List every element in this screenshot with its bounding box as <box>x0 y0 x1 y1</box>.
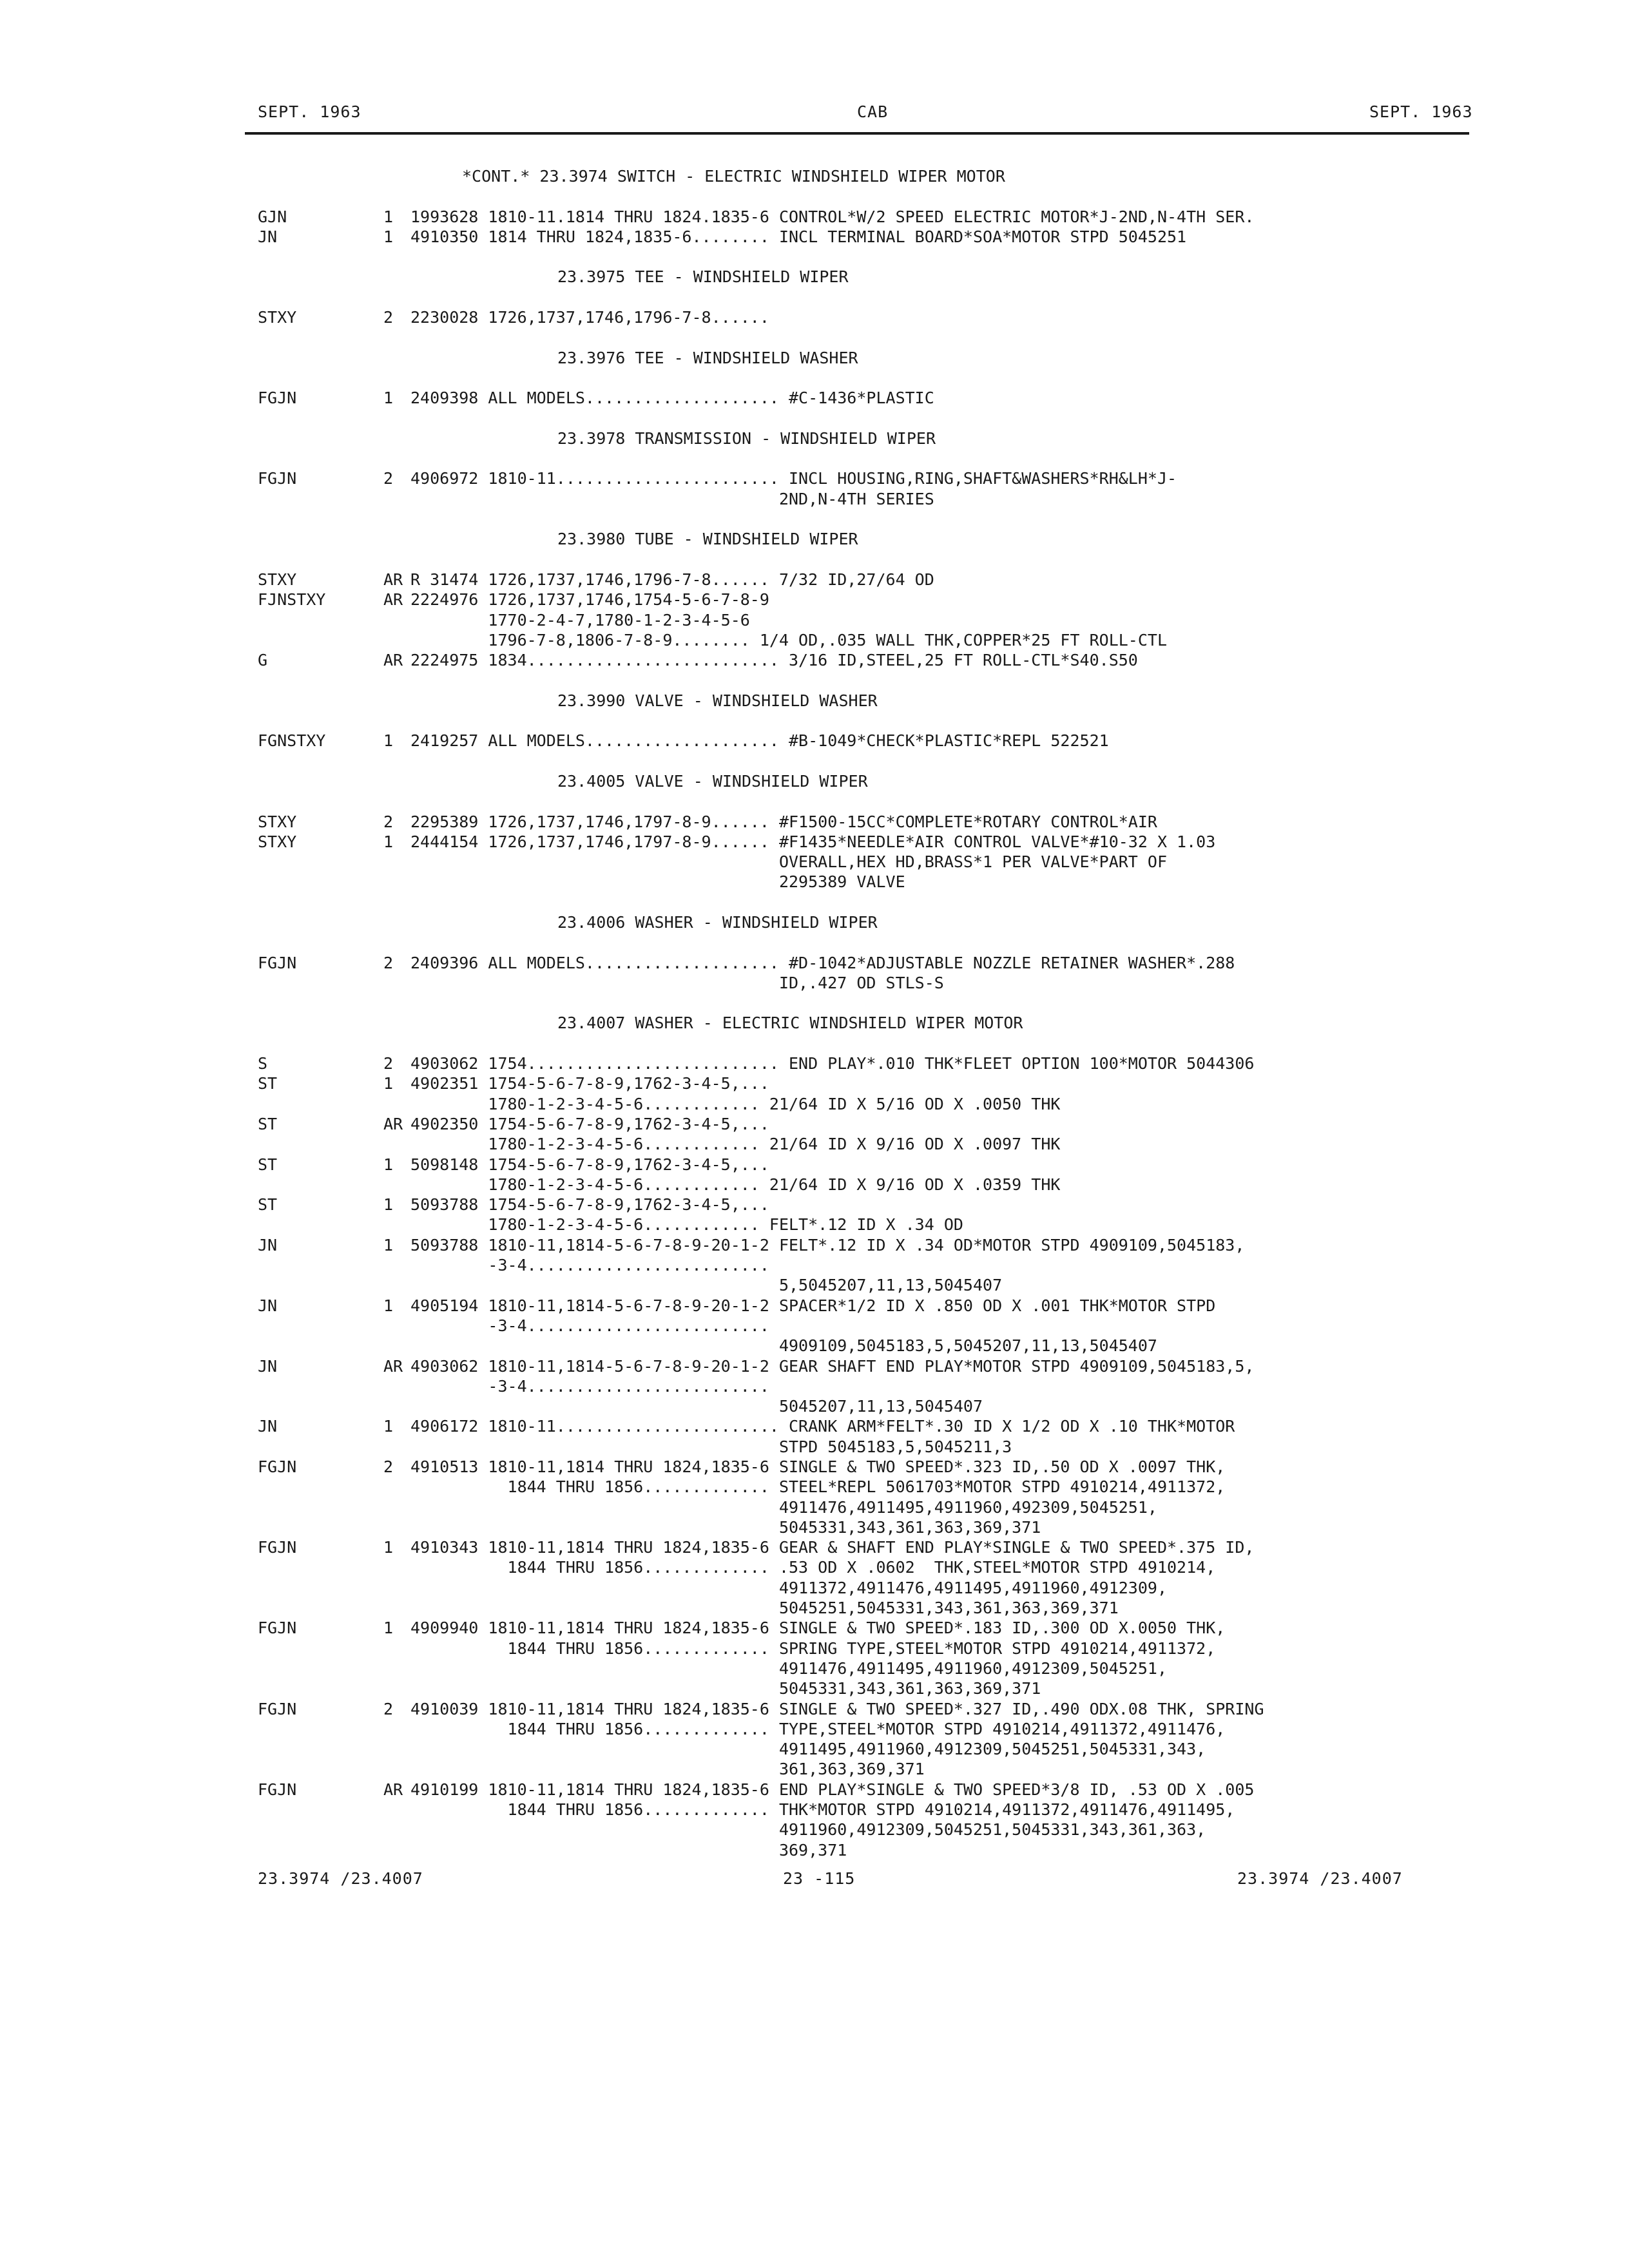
part-line <box>258 1557 1469 1577</box>
model-code: ST <box>258 1195 278 1215</box>
footer-right-range: 23.3974 /23.4007 <box>1237 1869 1403 1888</box>
quantity: 1 <box>383 1155 394 1174</box>
section-gap <box>258 993 1469 1013</box>
part-line <box>258 832 1469 852</box>
part-detail: 2409396 ALL MODELS.................... #D-1042*ADJUSTABLE NOZZLE RETAINER WASHER*.288 <box>410 953 1235 972</box>
part-line <box>258 1598 1469 1618</box>
part-line <box>258 1195 1469 1215</box>
part-detail: 5098148 1754-5-6-7-8-9,1762-3-4-5,... <box>410 1155 769 1174</box>
quantity: 2 <box>383 469 394 488</box>
section-gap <box>258 670 1469 690</box>
model-code: JN <box>258 1296 278 1315</box>
part-line <box>258 1780 1469 1800</box>
part-detail: 369,371 <box>410 1840 847 1860</box>
model-code: JN <box>258 227 278 246</box>
part-detail: 4909940 1810-11,1814 THRU 1824,1835-6 SINGLE & TWO SPEED*.183 ID,.300 OD X.0050 THK, <box>410 1619 1226 1638</box>
part-detail: 1780-1-2-3-4-5-6............ 21/64 ID X 9/16 OD X .0359 THK <box>410 1175 1061 1194</box>
model-code: S <box>258 1054 268 1073</box>
part-detail: 4903062 1810-11,1814-5-6-7-8-9-20-1-2 GEAR SHAFT END PLAY*MOTOR STPD 4909109,5045183,5, <box>410 1356 1255 1376</box>
part-detail: OVERALL,HEX HD,BRASS*1 PER VALVE*PART OF <box>410 852 1167 872</box>
part-line <box>258 1296 1469 1316</box>
quantity: 1 <box>383 1619 394 1638</box>
quantity: 1 <box>383 731 394 751</box>
section-gap <box>258 751 1469 771</box>
part-detail: 1844 THRU 1856............. THK*MOTOR STPD 4910214,4911372,4911476,4911495, <box>410 1800 1235 1820</box>
part-line <box>258 1255 1469 1275</box>
section-heading-row <box>258 1013 1469 1033</box>
part-detail: 5093788 1754-5-6-7-8-9,1762-3-4-5,... <box>410 1195 769 1215</box>
section-heading: 23.3975 TEE - WINDSHIELD WIPER <box>557 267 849 287</box>
section-gap <box>258 287 1469 307</box>
model-code: STXY <box>258 832 297 851</box>
section-gap <box>258 550 1469 570</box>
part-line <box>258 1235 1469 1255</box>
part-detail: 4911372,4911476,4911495,4911960,4912309, <box>410 1578 1167 1597</box>
model-code: FGJN <box>258 1699 297 1718</box>
part-line <box>258 1457 1469 1477</box>
section-heading-row <box>258 912 1469 932</box>
model-code: FGJN <box>258 1619 297 1638</box>
section-gap <box>258 186 1469 206</box>
part-detail: 4911960,4912309,5045251,5045331,343,361,363, <box>410 1820 1206 1840</box>
section-heading: 23.3978 TRANSMISSION - WINDSHIELD WIPER <box>557 428 936 448</box>
part-detail: 5045331,343,361,363,369,371 <box>410 1679 1041 1698</box>
model-code: JN <box>258 1235 278 1254</box>
header-section-title: CAB <box>857 102 889 121</box>
section-heading-row <box>258 166 1469 186</box>
part-line <box>258 1316 1469 1336</box>
part-line <box>258 973 1469 993</box>
part-detail: 1796-7-8,1806-7-8-9........ 1/4 OD,.035 WALL THK,COPPER*25 FT ROLL-CTL <box>410 630 1167 649</box>
quantity: AR <box>383 651 403 670</box>
part-line <box>258 1477 1469 1497</box>
part-detail: ID,.427 OD STLS-S <box>410 973 944 992</box>
model-code: FJNSTXY <box>258 590 326 610</box>
part-detail: 1844 THRU 1856............. STEEL*REPL 5061703*MOTOR STPD 4910214,4911372, <box>410 1477 1226 1497</box>
part-detail: 4909109,5045183,5,5045207,11,13,5045407 <box>410 1336 1157 1356</box>
part-detail: -3-4......................... <box>410 1376 769 1396</box>
quantity: 1 <box>383 1235 394 1254</box>
part-line <box>258 1215 1469 1235</box>
section-heading-row <box>258 691 1469 711</box>
model-code: FGNSTXY <box>258 731 326 751</box>
model-code: JN <box>258 1417 278 1436</box>
quantity: 1 <box>383 227 394 246</box>
part-detail: 4903062 1754.......................... END PLAY*.010 THK*FLEET OPTION 100*MOTOR 5044306 <box>410 1054 1255 1073</box>
section-gap <box>258 448 1469 468</box>
quantity: 1 <box>383 1296 394 1315</box>
model-code: STXY <box>258 570 297 589</box>
part-line <box>258 1537 1469 1557</box>
part-line <box>258 953 1469 973</box>
quantity: 2 <box>383 1699 394 1718</box>
part-line <box>258 1759 1469 1779</box>
part-detail: 4911476,4911495,4911960,492309,5045251, <box>410 1497 1157 1517</box>
part-line <box>258 1376 1469 1396</box>
section-heading: 23.4005 VALVE - WINDSHIELD WIPER <box>557 771 868 791</box>
section-gap <box>258 932 1469 952</box>
section-heading-row <box>258 771 1469 791</box>
part-line <box>258 388 1469 408</box>
part-line <box>258 1678 1469 1698</box>
model-code: G <box>258 651 268 670</box>
part-detail: 5045331,343,361,363,369,371 <box>410 1517 1041 1537</box>
part-detail: 2224975 1834.......................... 3/16 ID,STEEL,25 FT ROLL-CTL*S40.S50 <box>410 651 1138 670</box>
section-heading: 23.4006 WASHER - WINDSHIELD WIPER <box>557 912 878 932</box>
quantity: 1 <box>383 1195 394 1215</box>
part-detail: 4906172 1810-11....................... CRANK ARM*FELT*.30 ID X 1/2 OD X .10 THK*MOTOR <box>410 1417 1235 1436</box>
section-gap <box>258 892 1469 912</box>
part-line <box>258 207 1469 227</box>
part-detail: 4902350 1754-5-6-7-8-9,1762-3-4-5,... <box>410 1114 769 1133</box>
section-gap <box>258 327 1469 347</box>
quantity: 1 <box>383 1417 394 1436</box>
part-detail: 2295389 1726,1737,1746,1797-8-9...... #F1500-15CC*COMPLETE*ROTARY CONTROL*AIR <box>410 812 1157 831</box>
part-detail: 4905194 1810-11,1814-5-6-7-8-9-20-1-2 SPACER*1/2 ID X .850 OD X .001 THK*MOTOR STPD <box>410 1296 1216 1315</box>
part-line <box>258 1073 1469 1093</box>
part-line <box>258 1739 1469 1759</box>
section-heading: 23.3990 VALVE - WINDSHIELD WASHER <box>557 691 878 710</box>
section-gap <box>258 408 1469 428</box>
section-gap <box>258 791 1469 811</box>
section-gap <box>258 368 1469 388</box>
quantity: 2 <box>383 1457 394 1476</box>
quantity: 1 <box>383 207 394 226</box>
quantity: AR <box>383 1114 403 1133</box>
part-line <box>258 1437 1469 1457</box>
section-heading: 23.4007 WASHER - ELECTRIC WINDSHIELD WIPER MOTOR <box>557 1014 1023 1033</box>
part-detail: STPD 5045183,5,5045211,3 <box>410 1437 1012 1456</box>
part-line <box>258 650 1469 670</box>
part-detail: 4902351 1754-5-6-7-8-9,1762-3-4-5,... <box>410 1074 769 1093</box>
part-line <box>258 630 1469 650</box>
part-detail: 1780-1-2-3-4-5-6............ 21/64 ID X 5/16 OD X .0050 THK <box>410 1094 1061 1113</box>
part-line <box>258 1719 1469 1739</box>
part-detail: 1993628 1810-11.1814 THRU 1824.1835-6 CONTROL*W/2 SPEED ELECTRIC MOTOR*J-2ND,N-4TH SER. <box>410 207 1255 226</box>
part-detail: R 31474 1726,1737,1746,1796-7-8...... 7/32 ID,27/64 OD <box>410 570 934 589</box>
part-line <box>258 307 1469 327</box>
section-gap <box>258 711 1469 731</box>
part-detail: 5045207,11,13,5045407 <box>410 1397 983 1416</box>
part-detail: 5093788 1810-11,1814-5-6-7-8-9-20-1-2 FELT*.12 ID X .34 OD*MOTOR STPD 4909109,5045183, <box>410 1235 1245 1254</box>
part-line <box>258 1356 1469 1376</box>
part-detail: 4906972 1810-11....................... INCL HOUSING,RING,SHAFT&WASHERS*RH&LH*J- <box>410 469 1177 488</box>
part-line <box>258 1840 1469 1860</box>
part-detail: 1780-1-2-3-4-5-6............ 21/64 ID X 9/16 OD X .0097 THK <box>410 1135 1061 1154</box>
part-detail: 4910039 1810-11,1814 THRU 1824,1835-6 SINGLE & TWO SPEED*.327 ID,.490 ODX.08 THK, SPRING <box>410 1699 1264 1718</box>
part-detail: 1780-1-2-3-4-5-6............ FELT*.12 ID X .34 OD <box>410 1215 963 1235</box>
section-heading-row <box>258 529 1469 549</box>
part-line <box>258 489 1469 509</box>
part-line <box>258 1497 1469 1517</box>
part-line <box>258 570 1469 590</box>
part-detail: 1770-2-4-7,1780-1-2-3-4-5-6 <box>410 610 750 629</box>
part-detail: 2230028 1726,1737,1746,1796-7-8...... <box>410 308 769 327</box>
part-line <box>258 1155 1469 1175</box>
quantity: 1 <box>383 1074 394 1093</box>
part-line <box>258 1053 1469 1073</box>
part-detail: -3-4......................... <box>410 1256 769 1275</box>
part-detail: 2ND,N-4TH SERIES <box>410 489 934 508</box>
header-left-date: SEPT. 1963 <box>258 102 361 121</box>
model-code: FGJN <box>258 389 297 408</box>
part-line <box>258 1618 1469 1638</box>
part-detail: 4910350 1814 THRU 1824,1835-6........ INCL TERMINAL BOARD*SOA*MOTOR STPD 5045251 <box>410 227 1187 246</box>
model-code: FGJN <box>258 469 297 488</box>
part-line <box>258 1175 1469 1195</box>
part-detail: 4910343 1810-11,1814 THRU 1824,1835-6 GEAR & SHAFT END PLAY*SINGLE & TWO SPEED*.375 ID, <box>410 1538 1255 1557</box>
quantity: 1 <box>383 389 394 408</box>
part-detail: 4910513 1810-11,1814 THRU 1824,1835-6 SINGLE & TWO SPEED*.323 ID,.50 OD X .0097 THK, <box>410 1457 1226 1476</box>
part-line <box>258 1416 1469 1436</box>
part-line <box>258 468 1469 488</box>
model-code: ST <box>258 1114 278 1133</box>
model-code: FGJN <box>258 1780 297 1799</box>
part-detail: 2409398 ALL MODELS.................... #C-1436*PLASTIC <box>410 389 934 408</box>
part-detail: 2444154 1726,1737,1746,1797-8-9...... #F1435*NEEDLE*AIR CONTROL VALVE*#10-32 X 1.03 <box>410 832 1216 851</box>
part-detail: 1844 THRU 1856............. .53 OD X .0602 THK,STEEL*MOTOR STPD 4910214, <box>410 1558 1216 1577</box>
part-line <box>258 1820 1469 1840</box>
model-code: FGJN <box>258 1457 297 1476</box>
quantity: AR <box>383 1780 403 1799</box>
section-heading: 23.3976 TEE - WINDSHIELD WASHER <box>557 348 858 367</box>
section-heading: *CONT.* 23.3974 SWITCH - ELECTRIC WINDSHIELD WIPER MOTOR <box>462 167 1005 186</box>
section-gap <box>258 247 1469 267</box>
part-detail: -3-4......................... <box>410 1316 769 1335</box>
part-detail: 1844 THRU 1856............. TYPE,STEEL*MOTOR STPD 4910214,4911372,4911476, <box>410 1719 1226 1738</box>
part-line <box>258 590 1469 610</box>
model-code: ST <box>258 1155 278 1174</box>
part-line <box>258 1699 1469 1719</box>
header-rule <box>245 132 1469 135</box>
quantity: 2 <box>383 953 394 972</box>
section-heading-row <box>258 267 1469 287</box>
header-right-date: SEPT. 1963 <box>1369 102 1473 121</box>
part-line <box>258 1658 1469 1678</box>
model-code: STXY <box>258 308 297 327</box>
section-gap <box>258 509 1469 529</box>
part-line <box>258 731 1469 751</box>
quantity: AR <box>383 1356 403 1376</box>
part-line <box>258 852 1469 872</box>
part-line <box>258 1800 1469 1820</box>
part-detail: 2295389 VALVE <box>410 872 905 892</box>
part-detail: 361,363,369,371 <box>410 1760 925 1779</box>
model-code: JN <box>258 1356 278 1376</box>
quantity: 2 <box>383 1054 394 1073</box>
model-code: FGJN <box>258 953 297 972</box>
section-heading-row <box>258 348 1469 368</box>
part-detail: 4910199 1810-11,1814 THRU 1824,1835-6 END PLAY*SINGLE & TWO SPEED*3/8 ID, .53 OD X .005 <box>410 1780 1255 1799</box>
part-line <box>258 1578 1469 1598</box>
part-detail: 4911495,4911960,4912309,5045251,5045331,343, <box>410 1740 1206 1759</box>
part-line <box>258 1517 1469 1537</box>
part-line <box>258 1094 1469 1114</box>
section-heading: 23.3980 TUBE - WINDSHIELD WIPER <box>557 530 858 549</box>
model-code: FGJN <box>258 1538 297 1557</box>
part-line <box>258 812 1469 832</box>
footer-left-range: 23.3974 /23.4007 <box>258 1869 423 1888</box>
part-line <box>258 1275 1469 1295</box>
part-detail: 4911476,4911495,4911960,4912309,5045251, <box>410 1658 1167 1678</box>
part-line <box>258 227 1469 247</box>
part-line <box>258 1134 1469 1154</box>
quantity: AR <box>383 570 403 589</box>
part-detail: 1844 THRU 1856............. SPRING TYPE,STEEL*MOTOR STPD 4910214,4911372, <box>410 1639 1216 1658</box>
footer-page-number: 23 -115 <box>783 1869 856 1888</box>
part-line <box>258 610 1469 630</box>
quantity: 2 <box>383 308 394 327</box>
part-line <box>258 1396 1469 1416</box>
quantity: 1 <box>383 1538 394 1557</box>
section-heading-row <box>258 428 1469 448</box>
quantity: 1 <box>383 832 394 851</box>
part-line <box>258 872 1469 892</box>
part-line <box>258 1114 1469 1134</box>
quantity: AR <box>383 590 403 610</box>
part-detail: 2224976 1726,1737,1746,1754-5-6-7-8-9 <box>410 590 769 610</box>
parts-listing <box>258 166 1469 1860</box>
part-detail: 5045251,5045331,343,361,363,369,371 <box>410 1599 1119 1618</box>
part-detail: 2419257 ALL MODELS.................... #B-1049*CHECK*PLASTIC*REPL 522521 <box>410 731 1109 751</box>
part-line <box>258 1336 1469 1356</box>
part-detail: 5,5045207,11,13,5045407 <box>410 1276 1003 1295</box>
quantity: 2 <box>383 812 394 831</box>
model-code: GJN <box>258 207 287 226</box>
section-gap <box>258 1033 1469 1053</box>
model-code: ST <box>258 1074 278 1093</box>
part-line <box>258 1639 1469 1658</box>
model-code: STXY <box>258 812 297 831</box>
